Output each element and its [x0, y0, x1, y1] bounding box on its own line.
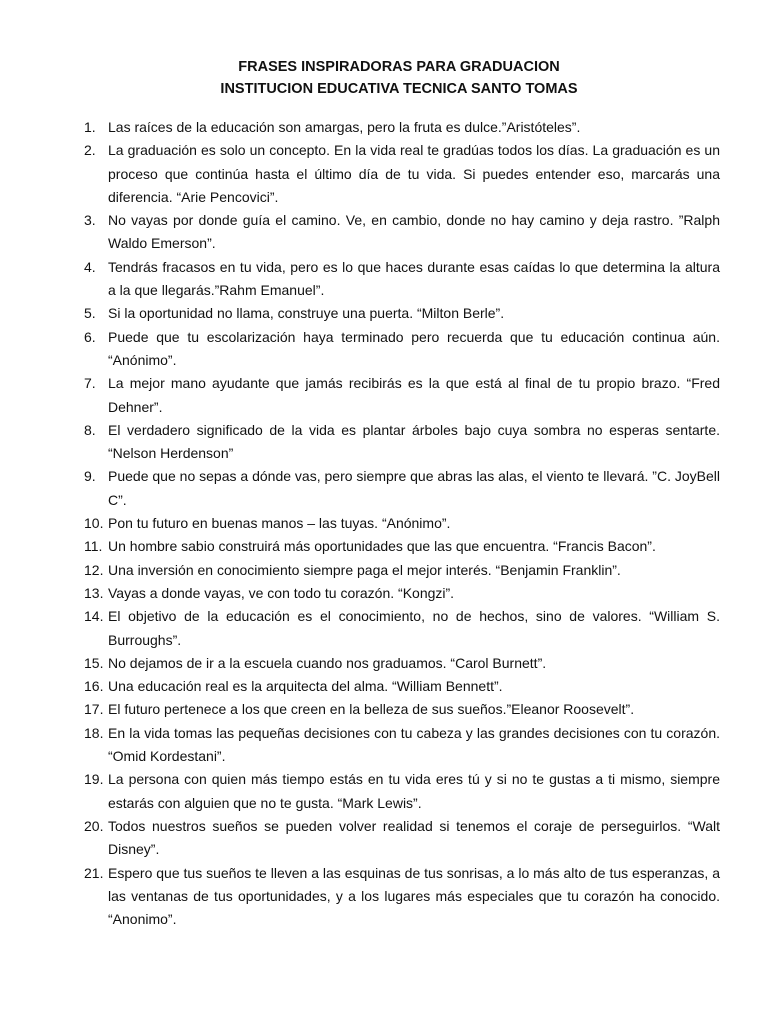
list-item-number: 15. [84, 654, 104, 671]
quote-text: Un hombre sabio construirá más oportunidades que las que encuentra. “Francis Bacon”. [108, 538, 656, 555]
list-item-number: 6. [84, 328, 96, 345]
list-item [84, 605, 720, 652]
quote-text: El verdadero significado de la vida es plantar árboles bajo cuya sombra no esperas sentarte. “Nelson Herdenson” [108, 421, 720, 462]
quote-text: Espero que tus sueños te lleven a las esquinas de tus sonrisas, a lo más alto de tus esperanzas, a las ventanas de tus oportunidades, y a los lugares más especiales que tu corazón ha conocido. “Anonimo”. [108, 864, 720, 928]
list-item-number: 19. [84, 771, 104, 788]
list-item-number: 18. [84, 724, 104, 741]
quote-text: El objetivo de la educación es el conocimiento, no de hechos, sino de valores. “William S. Burroughs”. [108, 608, 720, 648]
quote-text: Puede que tu escolarización haya terminado pero recuerda que tu educación continua aún. “Anónimo”. [108, 328, 720, 368]
list-item [84, 675, 720, 698]
list-item [84, 465, 720, 512]
list-item [84, 256, 720, 303]
list-item-number: 16. [84, 678, 104, 695]
quote-text: El futuro pertenece a los que creen en la belleza de sus sueños.”Eleanor Roosevelt”. [108, 701, 635, 718]
quote-text: Pon tu futuro en buenas manos – las tuyas. “Anónimo”. [108, 515, 451, 532]
list-item [84, 116, 720, 139]
list-item [84, 652, 720, 675]
list-item [84, 326, 720, 373]
document-title: FRASES INSPIRADORAS PARA GRADUACION [238, 59, 560, 75]
list-item-number: 12. [84, 561, 104, 578]
quote-text: Tendrás fracasos en tu vida, pero es lo que haces durante esas caídas lo que determina la altura a la que llegarás.”Rahm Emanuel”. [108, 258, 720, 299]
list-item [84, 862, 720, 932]
list-item-number: 3. [84, 212, 96, 229]
quote-text: No vayas por donde guía el camino. Ve, en cambio, donde no hay camino y deja rastro. ”Ralph Waldo Emerson”. [108, 212, 720, 252]
quote-text: No dejamos de ir a la escuela cuando nos graduamos. “Carol Burnett”. [108, 654, 547, 671]
quote-text: Puede que no sepas a dónde vas, pero siempre que abras las alas, el viento te llevará. ”C. JoyBell C”. [108, 468, 720, 508]
list-item [84, 559, 720, 582]
quote-text: Todos nuestros sueños se pueden volver realidad si tenemos el coraje de perseguirlos. “Walt Disney”. [108, 817, 720, 858]
list-item [84, 722, 720, 769]
list-item-number: 5. [84, 305, 96, 322]
quote-text: Vayas a donde vayas, ve con todo tu corazón. “Kongzi”. [108, 584, 455, 601]
list-item [84, 768, 720, 815]
quote-text: Las raíces de la educación son amargas, pero la fruta es dulce.”Aristóteles”. [108, 119, 581, 135]
list-item [84, 582, 720, 605]
list-item [84, 302, 720, 325]
list-item [84, 139, 720, 209]
list-item-number: 21. [84, 864, 104, 881]
list-item-number: 1. [84, 119, 96, 135]
list-item [84, 372, 720, 419]
list-item-number: 8. [84, 421, 96, 438]
document-subtitle: INSTITUCION EDUCATIVA TECNICA SANTO TOMAS [220, 81, 578, 97]
list-item [84, 535, 720, 558]
quote-text: Una inversión en conocimiento siempre paga el mejor interés. “Benjamin Franklin”. [108, 561, 621, 578]
list-item-number: 10. [84, 515, 104, 532]
list-item [84, 815, 720, 862]
list-item-number: 2. [84, 142, 96, 159]
list-item-number: 9. [84, 468, 96, 485]
list-item [84, 419, 720, 466]
quote-list [84, 116, 720, 931]
quote-text: Una educación real es la arquitecta del alma. “William Bennett”. [108, 678, 503, 695]
list-item-number: 20. [84, 817, 104, 834]
list-item [84, 512, 720, 535]
quote-text: La mejor mano ayudante que jamás recibirás es la que está al final de tu propio brazo. “Fred Dehner”. [108, 375, 720, 415]
quote-text: La graduación es solo un concepto. En la vida real te gradúas todos los días. La graduación es un proceso que continúa hasta el último día de tu vida. Si puedes entender eso, marcarás una diferencia. “Arie Pencovici”. [108, 142, 720, 205]
list-item [84, 698, 720, 721]
list-item-number: 11. [84, 538, 103, 555]
list-item-number: 13. [84, 584, 104, 601]
quote-text: Si la oportunidad no llama, construye una puerta. “Milton Berle”. [108, 305, 505, 322]
list-item-number: 7. [84, 375, 96, 392]
quote-text: En la vida tomas las pequeñas decisiones con tu cabeza y las grandes decisiones con tu corazón. “Omid Kordestani”. [108, 724, 720, 765]
list-item [84, 209, 720, 256]
list-item-number: 14. [84, 608, 104, 625]
quote-text: La persona con quien más tiempo estás en tu vida eres tú y si no te gustas a ti mismo, siempre estarás con alguien que no te gusta. “Mark Lewis”. [108, 771, 720, 811]
list-item-number: 4. [84, 258, 96, 275]
list-item-number: 17. [84, 701, 104, 718]
